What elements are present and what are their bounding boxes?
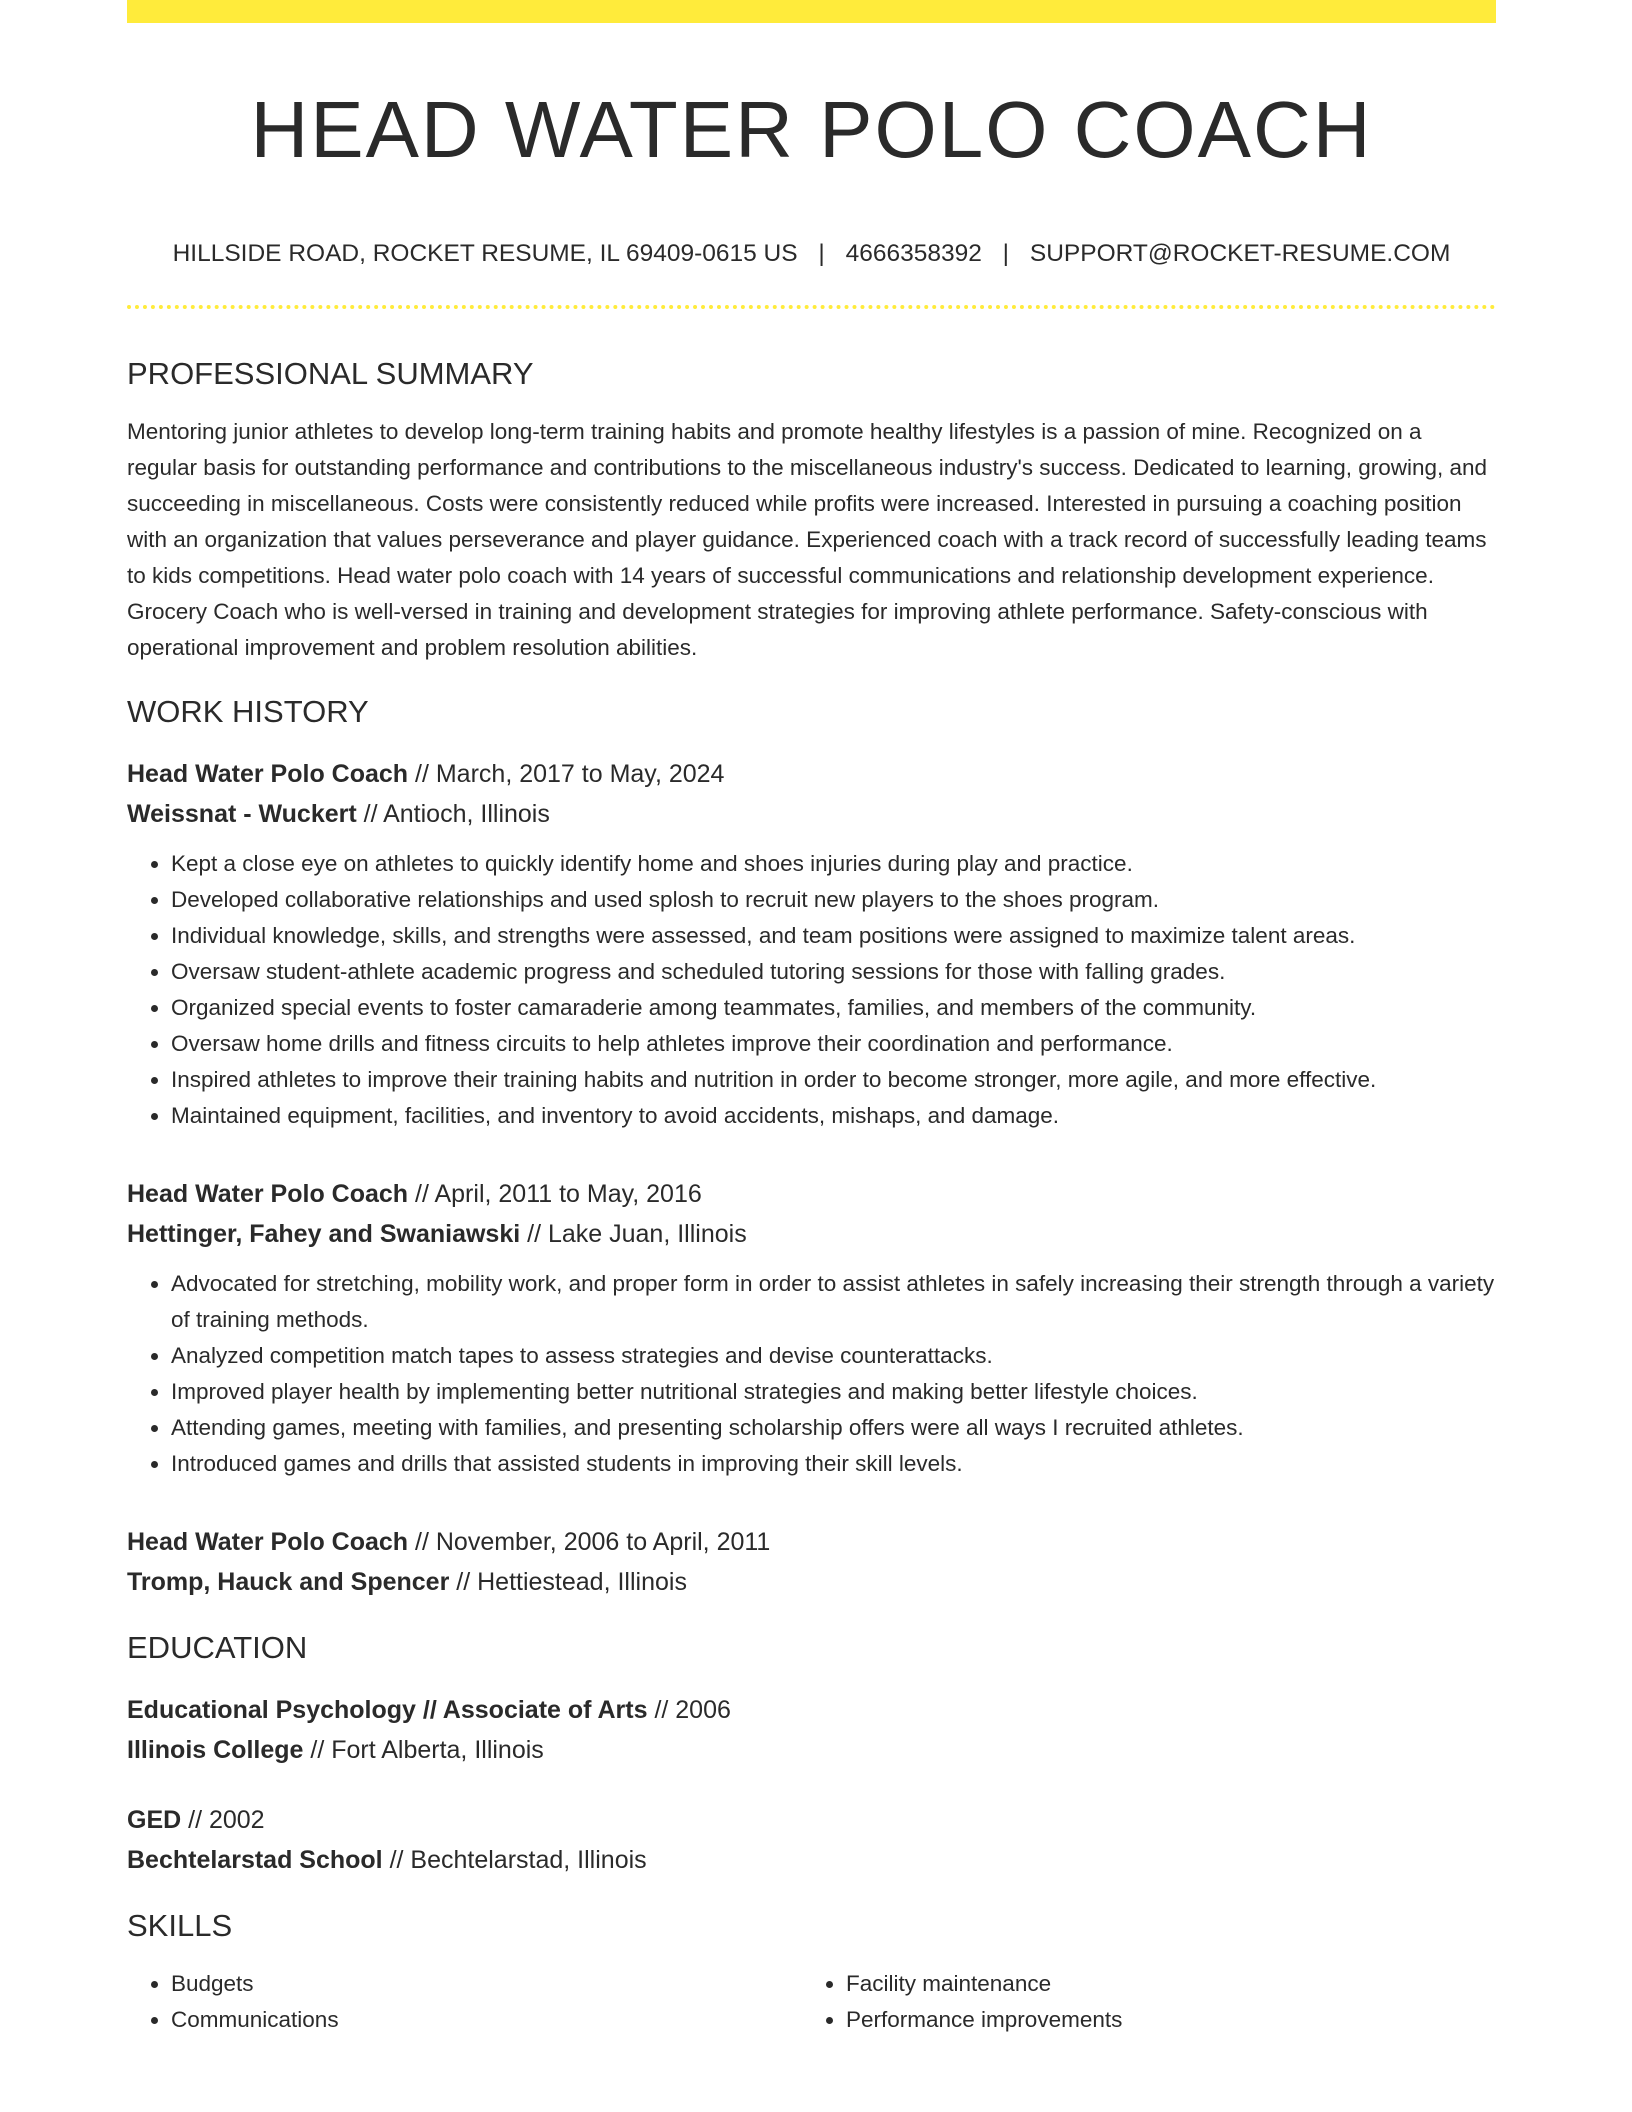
job-location: // Hettiestead, Illinois	[449, 1568, 687, 1596]
skills-left-column	[127, 1966, 802, 2038]
skills-list	[127, 1966, 802, 2038]
education-location: // Fort Alberta, Illinois	[303, 1736, 544, 1764]
resume-content	[127, 354, 1496, 2038]
education-title: EDUCATION	[127, 1630, 308, 1665]
education-list	[127, 1690, 1496, 1880]
education-degree-line	[127, 1800, 1496, 1840]
job-dates: // November, 2006 to April, 2011	[408, 1528, 771, 1556]
job-bullet: • Inspired athletes to improve their training habits and nutrition in order to become stronger, more agile, and more effective.	[171, 1062, 1496, 1098]
skills-list	[802, 1966, 1477, 2038]
job-bullet: • Kept a close eye on athletes to quickly identify home and shoes injuries during play and practice.	[171, 846, 1496, 882]
work-history-section	[127, 692, 1496, 1602]
job-company: Hettinger, Fahey and Swaniawski	[127, 1220, 521, 1248]
job-role-line	[127, 1522, 1496, 1562]
resume-name: HEAD WATER POLO COACH	[250, 85, 1373, 174]
job-company-line	[127, 1214, 1496, 1254]
job-entry	[127, 1522, 1496, 1602]
education-location: // Bechtelarstad, Illinois	[382, 1846, 647, 1874]
job-company-line	[127, 1562, 1496, 1602]
education-entry	[127, 1690, 1496, 1770]
skill-item: • Facility maintenance	[846, 1966, 1477, 2002]
work-history-title: WORK HISTORY	[127, 694, 369, 729]
skills-title: SKILLS	[127, 1908, 233, 1943]
job-bullet: • Individual knowledge, skills, and strengths were assessed, and team positions were assigned to maximize talent areas.	[171, 918, 1496, 954]
education-school: Bechtelarstad School	[127, 1846, 383, 1874]
job-entry	[127, 1174, 1496, 1482]
dotted-divider	[127, 305, 1496, 309]
job-company-line	[127, 794, 1496, 834]
contact-separator: |	[818, 240, 825, 267]
job-entry	[127, 754, 1496, 1134]
education-degree-line	[127, 1690, 1496, 1730]
education-school: Illinois College	[127, 1736, 304, 1764]
job-bullet: • Organized special events to foster camaraderie among teammates, families, and members of the community.	[171, 990, 1496, 1026]
job-bullet: • Attending games, meeting with families, and presenting scholarship offers were all ways I recruited athletes.	[171, 1410, 1496, 1446]
skill-item: • Budgets	[171, 1966, 802, 2002]
job-location: // Antioch, Illinois	[356, 800, 550, 828]
contact-phone: 4666358392	[845, 240, 982, 267]
job-bullet: • Advocated for stretching, mobility work, and proper form in order to assist athletes in safely increasing their strength through a variety of training methods.	[171, 1266, 1496, 1338]
job-bullet: • Analyzed competition match tapes to assess strategies and devise counterattacks.	[171, 1338, 1496, 1374]
education-year: // 2002	[181, 1806, 265, 1834]
job-bullet: • Developed collaborative relationships and used splosh to recruit new players to the shoes program.	[171, 882, 1496, 918]
summary-title: PROFESSIONAL SUMMARY	[127, 356, 534, 391]
job-dates: // April, 2011 to May, 2016	[408, 1180, 702, 1208]
job-location: // Lake Juan, Illinois	[520, 1220, 747, 1248]
summary-text: Mentoring junior athletes to develop long-term training habits and promote healthy lifestyles is a passion of mine. Recognized on a regular basis for outstanding performance and contributions to the miscellaneous industry's success. Dedicated to learning, growing, and succeeding in miscellaneous. Costs were consistently reduced while profits were increased. Interested in pursuing a coaching position with an organization that values perseverance and player guidance. Experienced coach with a track record of successfully leading teams to kids competitions. Head water polo coach with 14 years of successful communications and relationship development experience. Grocery Coach who is well-versed in training and development strategies for improving athlete performance. Safety-conscious with operational improvement and problem resolution abilities.	[127, 419, 1488, 660]
skill-item: • Performance improvements	[846, 2002, 1477, 2038]
job-bullet: • Oversaw home drills and fitness circuits to help athletes improve their coordination and performance.	[171, 1026, 1496, 1062]
job-dates: // March, 2017 to May, 2024	[408, 760, 725, 788]
job-bullets	[127, 1266, 1496, 1482]
education-year: // 2006	[647, 1696, 731, 1724]
skills-section	[127, 1906, 1496, 2038]
skills-right-column	[802, 1966, 1477, 2038]
job-bullet: • Maintained equipment, facilities, and inventory to avoid accidents, mishaps, and damage.	[171, 1098, 1496, 1134]
job-role-line	[127, 754, 1496, 794]
job-bullet: • Oversaw student-athlete academic progress and scheduled tutoring sessions for those with falling grades.	[171, 954, 1496, 990]
contact-line	[127, 236, 1496, 272]
job-company: Weissnat - Wuckert	[127, 800, 357, 828]
education-section	[127, 1628, 1496, 1880]
job-role: Head Water Polo Coach	[127, 760, 409, 788]
job-role: Head Water Polo Coach	[127, 1528, 409, 1556]
skill-item: • Communications	[171, 2002, 802, 2038]
job-bullet: • Improved player health by implementing better nutritional strategies and making better lifestyle choices.	[171, 1374, 1496, 1410]
education-degree: GED	[127, 1806, 182, 1834]
education-entry	[127, 1800, 1496, 1880]
contact-email: SUPPORT@ROCKET-RESUME.COM	[1029, 240, 1451, 267]
contact-address: HILLSIDE ROAD, ROCKET RESUME, IL 69409-0615 US	[172, 240, 798, 267]
skills-columns	[127, 1966, 1496, 2038]
accent-top-bar	[127, 0, 1496, 23]
job-role-line	[127, 1174, 1496, 1214]
job-role: Head Water Polo Coach	[127, 1180, 409, 1208]
job-bullet: • Introduced games and drills that assisted students in improving their skill levels.	[171, 1446, 1496, 1482]
education-degree: Educational Psychology // Associate of Arts	[127, 1696, 648, 1724]
education-school-line	[127, 1840, 1496, 1880]
job-company: Tromp, Hauck and Spencer	[127, 1568, 450, 1596]
job-bullets	[127, 846, 1496, 1134]
contact-separator: |	[1002, 240, 1010, 267]
summary-section	[127, 354, 1496, 666]
education-school-line	[127, 1730, 1496, 1770]
